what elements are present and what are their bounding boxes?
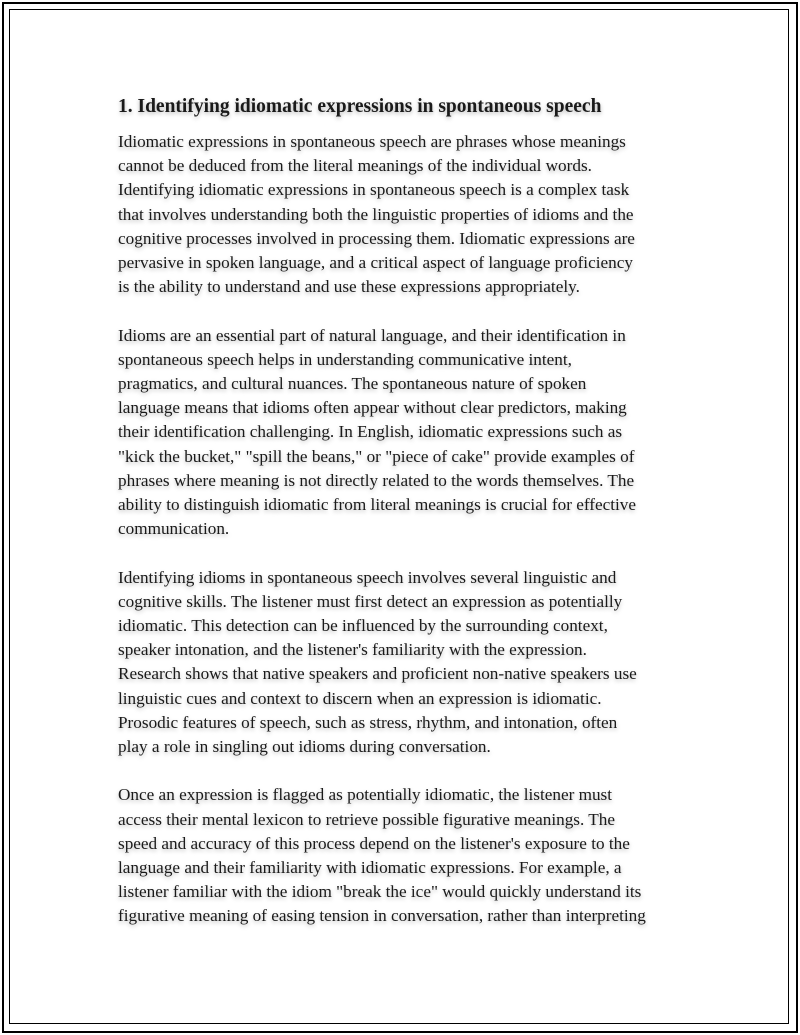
text-line: play a role in singling out idioms during conversation. <box>118 737 491 757</box>
section-heading: 1. Identifying idiomatic expressions in spontaneous speech <box>118 96 602 117</box>
text-line: ability to distinguish idiomatic from literal meanings is crucial for effective <box>118 495 637 515</box>
text-line: pragmatics, and cultural nuances. The spontaneous nature of spoken <box>118 374 587 394</box>
text-line: listener familiar with the idiom "break the ice" would quickly understand its <box>118 882 642 902</box>
document-body <box>118 92 688 953</box>
text-line: Idioms are an essential part of natural language, and their identification in <box>118 325 626 345</box>
text-line: Identifying idiomatic expressions in spontaneous speech is a complex task <box>118 180 630 200</box>
paragraph <box>118 783 688 928</box>
text-line: Prosodic features of speech, such as stress, rhythm, and intonation, often <box>118 712 618 732</box>
paragraph <box>118 324 688 542</box>
text-line: access their mental lexicon to retrieve possible figurative meanings. The <box>118 809 615 829</box>
text-line: phrases where meaning is not directly related to the words themselves. The <box>118 470 635 490</box>
text-line: communication. <box>118 519 230 539</box>
text-line: Research shows that native speakers and proficient non-native speakers use <box>118 664 637 684</box>
text-line: language and their familiarity with idiomatic expressions. For example, a <box>118 858 622 878</box>
text-line: "kick the bucket," "spill the beans," or "piece of cake" provide examples of <box>118 446 635 466</box>
text-line: linguistic cues and context to discern when an expression is idiomatic. <box>118 688 602 708</box>
paragraph <box>118 566 688 760</box>
text-line: Idiomatic expressions in spontaneous speech are phrases whose meanings <box>118 132 626 151</box>
text-line: speed and accuracy of this process depend on the listener's exposure to the <box>118 833 630 853</box>
paragraph <box>118 130 688 299</box>
text-line: cannot be deduced from the literal meanings of the individual words. <box>118 156 592 176</box>
text-line: figurative meaning of easing tension in conversation, rather than interpreting <box>118 906 646 926</box>
text-line: pervasive in spoken language, and a critical aspect of language proficiency <box>118 253 633 273</box>
text-line: is the ability to understand and use these expressions appropriately. <box>118 277 580 297</box>
text-line: Once an expression is flagged as potentially idiomatic, the listener must <box>118 785 613 805</box>
text-line: that involves understanding both the linguistic properties of idioms and the <box>118 204 634 224</box>
text-line: spontaneous speech helps in understanding communicative intent, <box>118 349 572 369</box>
text-line: cognitive skills. The listener must first detect an expression as potentially <box>118 591 623 611</box>
text-line: cognitive processes involved in processing them. Idiomatic expressions are <box>118 228 635 248</box>
text-line: their identification challenging. In English, idiomatic expressions such as <box>118 422 623 442</box>
text-line: language means that idioms often appear without clear predictors, making <box>118 398 627 418</box>
text-line: Identifying idioms in spontaneous speech involves several linguistic and <box>118 567 617 587</box>
text-line: speaker intonation, and the listener's familiarity with the expression. <box>118 640 587 660</box>
text-line: idiomatic. This detection can be influenced by the surrounding context, <box>118 616 608 636</box>
